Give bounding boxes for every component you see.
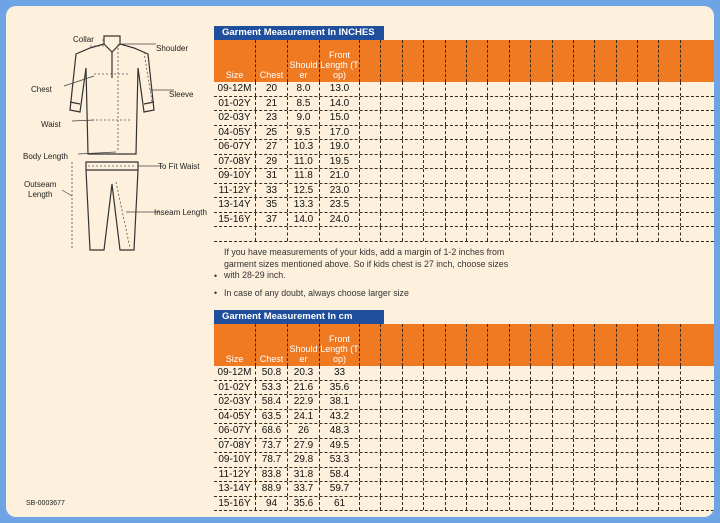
cell-chest: 73.7 [256,439,288,453]
cell-size: 04-05Y [214,410,256,424]
cell-size: 01-02Y [214,381,256,395]
cell-size: 09-10Y [214,453,256,467]
cell-size: 06-07Y [214,424,256,438]
cell-front-length [320,227,360,241]
cell-chest: 94 [256,497,288,511]
header-front-line3: op) [332,70,346,80]
label-sleeve: Sleeve [169,90,194,99]
header-shoulder [288,40,320,82]
label-to-fit-waist: To Fit Waist [158,162,200,171]
inches-table-title: Garment Measurement In INCHES [214,26,384,40]
cell-size: 07-08Y [214,439,256,453]
table-row [214,468,714,483]
garment-diagram [6,6,221,476]
table-row [214,453,714,468]
header-size: Size [214,324,256,366]
table-row [214,169,714,184]
cell-size: 09-10Y [214,169,256,183]
cell-shoulder: 21.6 [288,381,320,395]
cell-chest: 31 [256,169,288,183]
cell-shoulder: 8.5 [288,97,320,111]
cell-shoulder: 9.0 [288,111,320,125]
header-shoulder-line2: er [299,354,308,364]
cell-shoulder: 29.8 [288,453,320,467]
cell-chest: 50.8 [256,366,288,380]
cell-chest: 53.3 [256,381,288,395]
cell-shoulder: 12.5 [288,184,320,198]
cell-size: 01-02Y [214,97,256,111]
cell-size: 02-03Y [214,111,256,125]
cell-chest: 37 [256,213,288,227]
cell-front-length: 61 [320,497,360,511]
table-row [214,410,714,425]
cell-chest: 88.9 [256,482,288,496]
cell-shoulder: 20.3 [288,366,320,380]
cell-size: 02-03Y [214,395,256,409]
cell-shoulder: 35.6 [288,497,320,511]
cell-shoulder: 26 [288,424,320,438]
table-row [214,395,714,410]
cell-chest: 68.6 [256,424,288,438]
cell-shoulder: 10.3 [288,140,320,154]
cell-chest: 35 [256,198,288,212]
cell-front-length: 53.3 [320,453,360,467]
cell-chest: 58.4 [256,395,288,409]
cell-chest: 27 [256,140,288,154]
inches-table-body [214,82,714,242]
sizing-notes [214,247,514,304]
cell-shoulder: 33.7 [288,482,320,496]
cell-shoulder: 24.1 [288,410,320,424]
cell-chest: 83.8 [256,468,288,482]
cell-shoulder: 9.5 [288,126,320,140]
cell-size: 11-12Y [214,468,256,482]
cell-front-length: 58.4 [320,468,360,482]
header-front-line1: Front [328,50,350,60]
header-size: Size [214,40,256,82]
label-waist: Waist [41,120,61,129]
cell-shoulder [288,227,320,241]
cm-table-title: Garment Measurement In cm [214,310,384,324]
header-front-line1: Front [328,334,350,344]
cell-chest [256,227,288,241]
note-larger-size: • In case of any doubt, always choose larger size [214,287,409,298]
cell-size: 06-07Y [214,140,256,154]
label-body-length: Body Length [23,152,68,161]
table-row [214,213,714,228]
table-row [214,482,714,497]
table-row [214,111,714,126]
cell-size: 04-05Y [214,126,256,140]
cell-size: 13-14Y [214,482,256,496]
table-row [214,424,714,439]
cell-shoulder: 13.3 [288,198,320,212]
cell-chest: 25 [256,126,288,140]
cell-shoulder: 14.0 [288,213,320,227]
table-row [214,227,714,242]
header-front-length [320,324,360,366]
table-row [214,126,714,141]
cell-size: 15-16Y [214,213,256,227]
cell-front-length: 24.0 [320,213,360,227]
label-inseam-length: Inseam Length [154,208,207,217]
cell-chest: 20 [256,82,288,96]
cell-front-length: 13.0 [320,82,360,96]
kurta-pyjama-illustration [6,6,221,476]
header-shoulder-line2: er [299,70,308,80]
cell-size: 11-12Y [214,184,256,198]
cell-shoulder: 27.9 [288,439,320,453]
cell-size: 13-14Y [214,198,256,212]
cell-size: 09-12M [214,366,256,380]
cell-front-length: 19.5 [320,155,360,169]
table-row [214,381,714,396]
cell-front-length: 38.1 [320,395,360,409]
label-chest: Chest [31,85,52,94]
header-front-line3: op) [332,354,346,364]
label-outseam-length: Length [28,190,53,199]
cell-chest: 78.7 [256,453,288,467]
cm-table [214,306,714,511]
cell-front-length: 17.0 [320,126,360,140]
cell-chest: 33 [256,184,288,198]
label-outseam: Outseam [24,180,57,189]
cell-front-length: 14.0 [320,97,360,111]
inches-table-header [214,40,714,82]
cell-front-length: 23.0 [320,184,360,198]
cell-size: 15-16Y [214,497,256,511]
label-collar: Collar [73,35,94,44]
cm-table-header [214,324,714,366]
note-margin: • If you have measurements of your kids, add a margin of 1-2 inches from garment sizes mentioned above. So if kids chest is 27 inch, choose sizes with 28-29 inch. [214,247,509,281]
table-row [214,198,714,213]
cell-front-length: 19.0 [320,140,360,154]
table-row [214,366,714,381]
header-front-line2: Length (T [320,344,359,354]
cell-chest: 63.5 [256,410,288,424]
note-larger-size-text: In case of any doubt, always choose larger size [224,287,409,298]
cell-front-length: 59.7 [320,482,360,496]
cell-chest: 29 [256,155,288,169]
cell-front-length: 15.0 [320,111,360,125]
cell-chest: 23 [256,111,288,125]
cell-size: 09-12M [214,82,256,96]
cell-front-length: 49.5 [320,439,360,453]
cell-size: 07-08Y [214,155,256,169]
product-code: SB-0003677 [26,500,65,507]
cell-front-length: 48.3 [320,424,360,438]
header-shoulder-line1: Should [289,60,318,70]
cell-shoulder: 22.9 [288,395,320,409]
note-margin-text: If you have measurements of your kids, add a margin of 1-2 inches from garment sizes mentioned above. So if kids chest is 27 inch, choose sizes with 28-29 inch. [224,247,509,280]
header-front-line2: Length (T [320,60,359,70]
table-row [214,140,714,155]
cell-shoulder: 11.8 [288,169,320,183]
cell-front-length: 35.6 [320,381,360,395]
table-row [214,82,714,97]
header-chest: Chest [256,324,288,366]
cell-front-length: 43.2 [320,410,360,424]
header-front-length [320,40,360,82]
header-shoulder [288,324,320,366]
cm-table-body [214,366,714,511]
cell-shoulder: 31.8 [288,468,320,482]
cell-chest: 21 [256,97,288,111]
table-row [214,155,714,170]
table-row [214,439,714,454]
cell-size [214,227,256,241]
table-row [214,184,714,199]
table-row [214,97,714,112]
cell-front-length: 23.5 [320,198,360,212]
cell-front-length: 33 [320,366,360,380]
inches-table [214,22,714,242]
cell-shoulder: 11.0 [288,155,320,169]
cell-front-length: 21.0 [320,169,360,183]
label-shoulder: Shoulder [156,44,189,53]
size-chart-sheet [6,6,714,517]
header-shoulder-line1: Should [289,344,318,354]
table-row [214,497,714,512]
header-chest: Chest [256,40,288,82]
cell-shoulder: 8.0 [288,82,320,96]
